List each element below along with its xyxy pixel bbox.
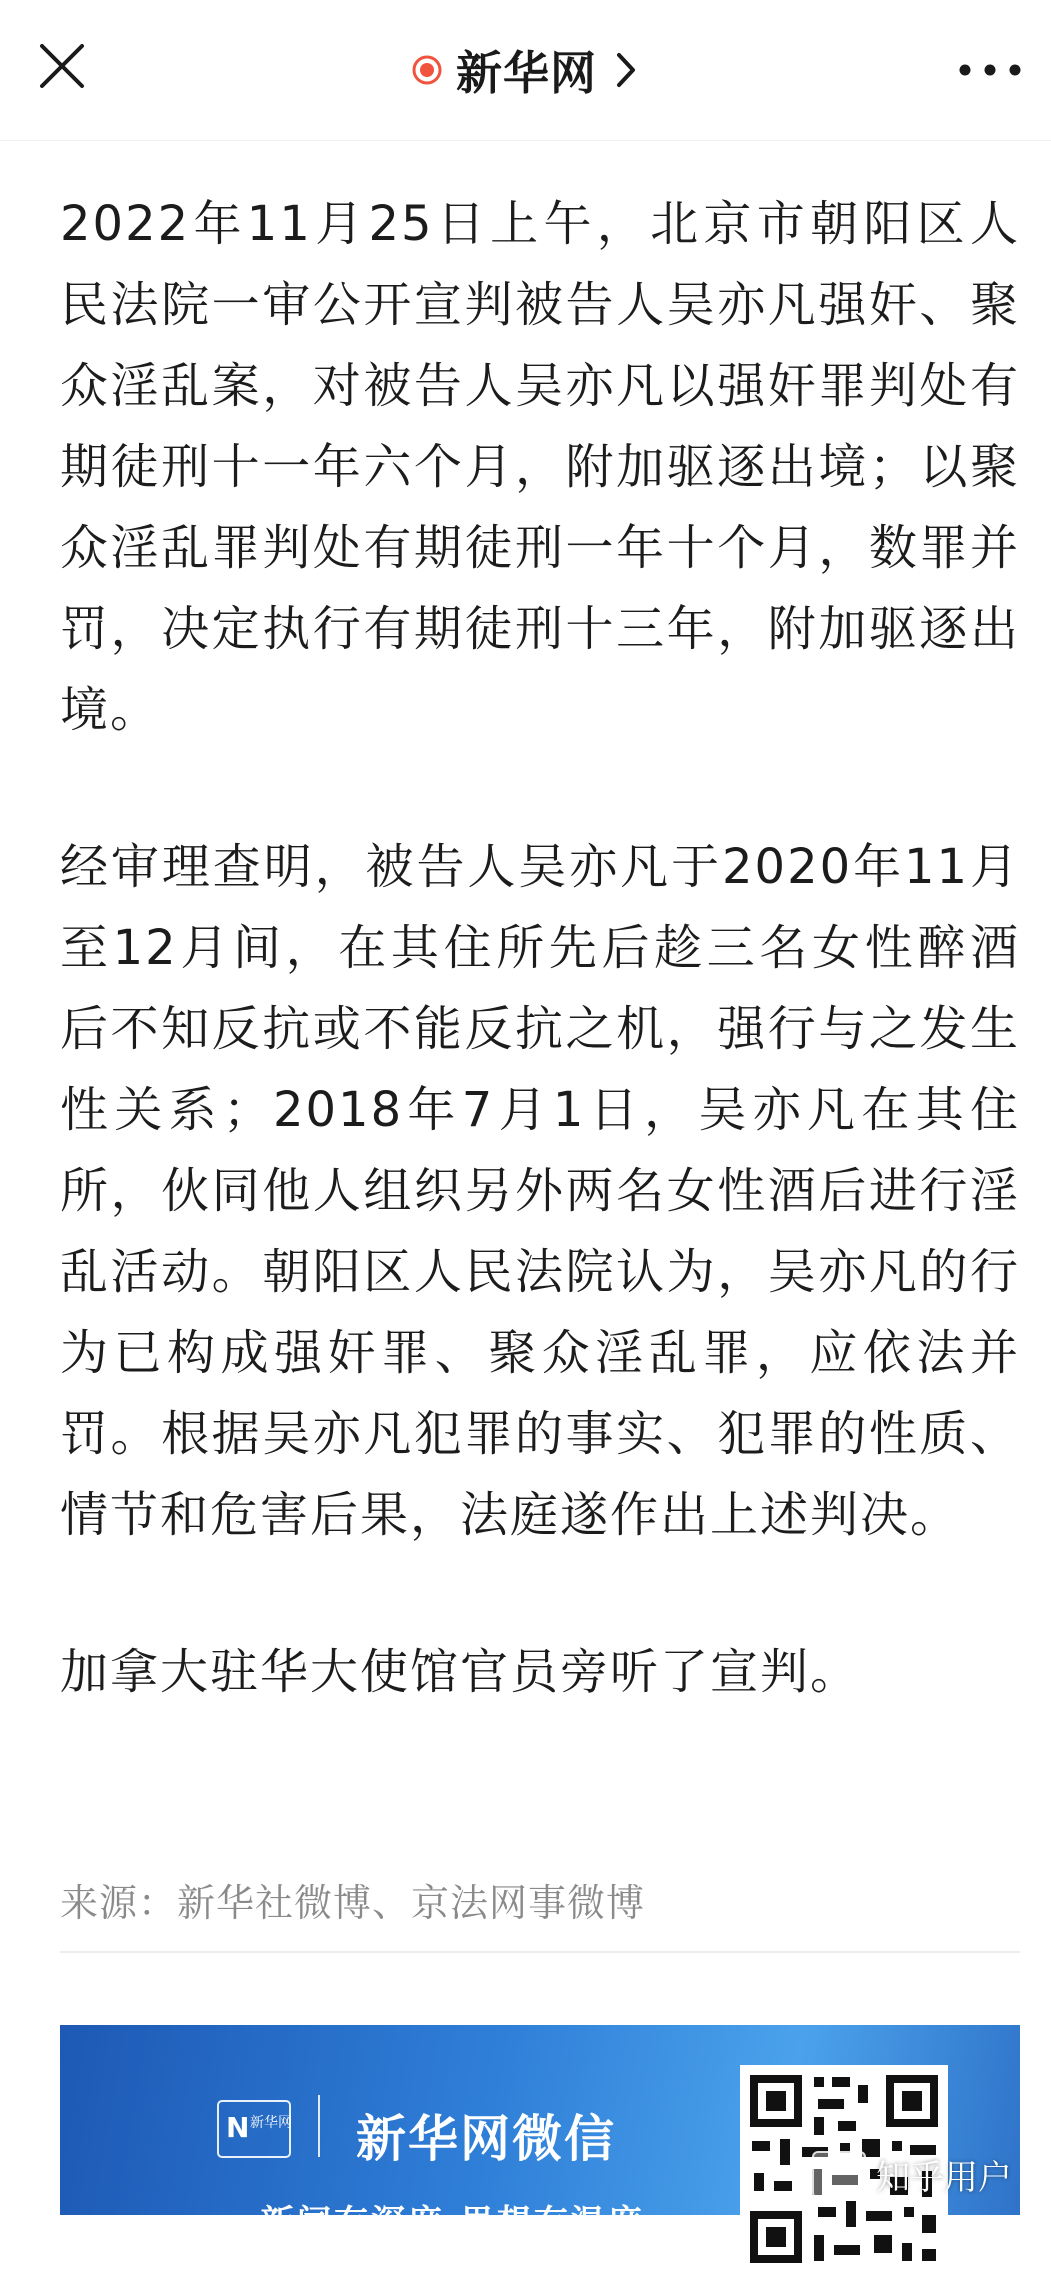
zhihu-logo-icon: [812, 2151, 866, 2199]
chevron-right-icon: [613, 51, 639, 89]
wechat-promo-banner[interactable]: [60, 2025, 1020, 2243]
more-options-button[interactable]: [955, 50, 1025, 90]
svg-text:N: N: [226, 2111, 250, 2144]
article-source: 来源：新华社微博、京法网事微博: [60, 1872, 1020, 1953]
account-title-link[interactable]: [0, 38, 1051, 102]
article-paragraph: 经审理查明，被告人吴亦凡于2020年11月至12月间，在其住所先后趁三名女性醉酒后不知反抗或不能反抗之机，强行与之发生性关系；2018年7月1日，吴亦凡在其住所，伙同他人组织另外两名女性酒后进行淫乱活动。朝阳区人民法院认为，吴亦凡的行为已构成强奸罪、聚众淫乱罪，应依法并罚。根据吴亦凡犯罪的事实、犯罪的性质、情节和危害后果，法庭遂作出上述判决。: [60, 839, 1020, 1543]
banner-title: 新华网微信: [356, 2110, 616, 2168]
banner-divider: [318, 2095, 320, 2157]
watermark-text: 知乎用户: [876, 2158, 1012, 2198]
article-paragraph: 2022年11月25日上午，北京市朝阳区人民法院一审公开宣判被告人吴亦凡强奸、聚众淫乱案，对被告人吴亦凡以强奸罪判处有期徒刑十一年六个月，附加驱逐出境；以聚众淫乱罪判处有期徒刑一年十个月，数罪并罚，决定执行有期徒刑十三年，附加驱逐出境。: [60, 196, 1020, 738]
article-paragraph: 加拿大驻华大使馆官员旁听了宣判。: [60, 1644, 861, 1700]
banner-slogan: 新闻有深度 思想有温度: [260, 2203, 645, 2243]
xinhua-news-logo: [218, 2097, 290, 2161]
more-horizontal-icon: [955, 50, 1025, 90]
article-body: [60, 184, 1020, 1805]
zhihu-watermark: [812, 2150, 1012, 2199]
live-dot-icon: [412, 55, 442, 85]
page-title: 新华网: [456, 46, 597, 100]
svg-text:新华网: 新华网: [250, 2115, 292, 2131]
top-nav-bar: [0, 0, 1051, 141]
